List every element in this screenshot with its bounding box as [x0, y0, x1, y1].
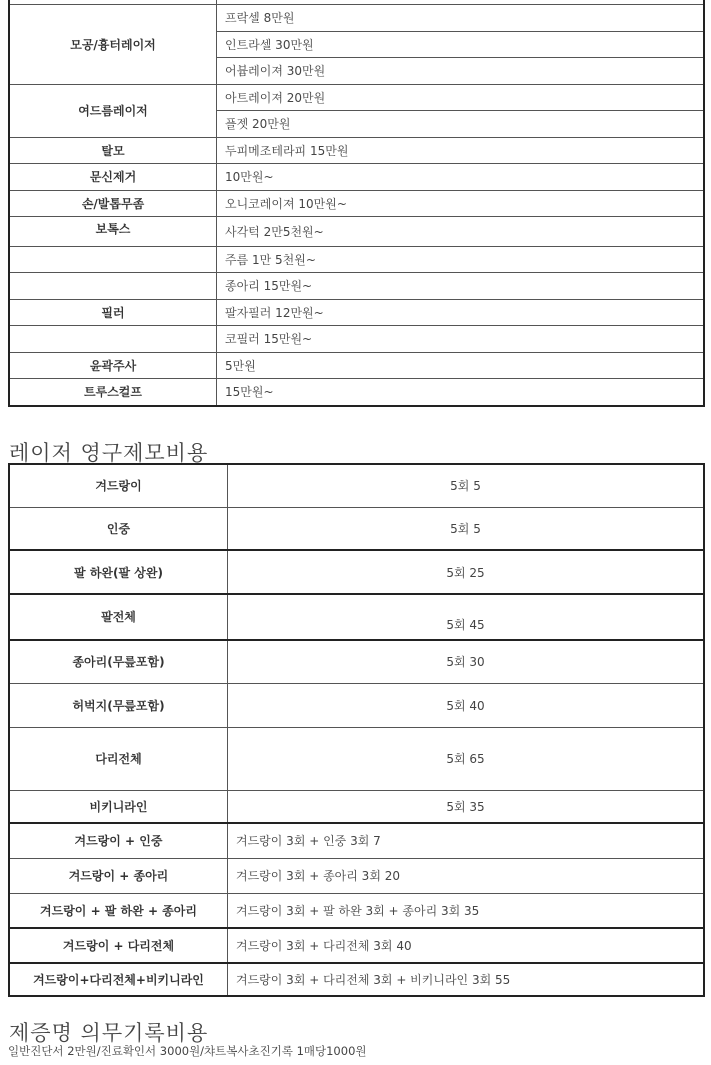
table-row — [9, 963, 704, 996]
laser-hair-removal-heading: 레이저 영구제모비용 — [9, 441, 209, 465]
row-label — [9, 326, 217, 353]
row-value: 5회 40 — [228, 683, 705, 727]
table-row — [9, 507, 704, 550]
hair-removal-price-table — [8, 463, 705, 997]
row-label: 겨드랑이 + 종아리 — [9, 858, 228, 893]
row-value: 5회 65 — [228, 727, 705, 790]
row-label: 팔전체 — [9, 594, 228, 640]
table-row — [9, 594, 704, 640]
table-row — [9, 137, 704, 164]
certificate-fee-heading: 제증명 의무기록비용 — [9, 1021, 209, 1045]
row-value: 아트레이져 20만원 — [217, 84, 705, 111]
row-label: 모공/흉터레이저 — [9, 5, 217, 85]
treatment-price-table — [8, 0, 705, 407]
row-label: 트루스컬프 — [9, 379, 217, 406]
table-row — [9, 550, 704, 594]
table-row — [9, 640, 704, 683]
row-value: 5회 25 — [228, 550, 705, 594]
row-label: 비키니라인 — [9, 790, 228, 823]
row-value: 10만원~ — [217, 164, 705, 191]
certificate-fee-note: 일반진단서 2만원/진료확인서 3000원/챠트복사초진기록 1매당1000원 — [8, 1044, 367, 1058]
table-row — [9, 273, 704, 300]
row-label: 겨드랑이 + 인중 — [9, 823, 228, 858]
row-value: 5회 5 — [228, 464, 705, 507]
row-value: 겨드랑이 3회 + 다리전체 3회 40 — [228, 928, 705, 963]
row-value: 5회 5 — [228, 507, 705, 550]
table-row — [9, 246, 704, 273]
row-label: 문신제거 — [9, 164, 217, 191]
row-label: 겨드랑이+다리전체+비키니라인 — [9, 963, 228, 996]
table-row — [9, 379, 704, 406]
row-label: 겨드랑이 + 다리전체 — [9, 928, 228, 963]
row-value: 겨드랑이 3회 + 다리전체 3회 + 비키니라인 3회 55 — [228, 963, 705, 996]
row-label: 겨드랑이 — [9, 464, 228, 507]
row-value: 어븀레이져 30만원 — [217, 58, 705, 85]
row-label: 허벅지(무릎포함) — [9, 683, 228, 727]
row-value: 두피메조테라피 15만원 — [217, 137, 705, 164]
row-value: 5회 35 — [228, 790, 705, 823]
row-value: 겨드랑이 3회 + 종아리 3회 20 — [228, 858, 705, 893]
table-row — [9, 299, 704, 326]
table-row — [9, 683, 704, 727]
table-row — [9, 790, 704, 823]
row-label: 윤곽주사 — [9, 352, 217, 379]
row-label — [9, 246, 217, 273]
row-label: 종아리(무릎포함) — [9, 640, 228, 683]
row-label: 필러 — [9, 299, 217, 326]
row-label: 여드름레이저 — [9, 84, 217, 137]
table-row — [9, 464, 704, 507]
row-value: 5회 30 — [228, 640, 705, 683]
table-row — [9, 858, 704, 893]
row-value: 팔자필러 12만원~ — [217, 299, 705, 326]
row-label: 다리전체 — [9, 727, 228, 790]
row-value: 사각턱 2만5천원~ — [217, 217, 705, 247]
row-label: 탈모 — [9, 137, 217, 164]
row-value: 코필러 15만원~ — [217, 326, 705, 353]
table-row — [9, 352, 704, 379]
row-label: 보톡스 — [9, 217, 217, 247]
table-row — [9, 727, 704, 790]
table-row — [9, 217, 704, 247]
row-value: 플젯 20만원 — [217, 111, 705, 138]
row-label: 손/발톱무좀 — [9, 190, 217, 217]
table-row — [9, 893, 704, 928]
row-value: 종아리 15만원~ — [217, 273, 705, 300]
row-label: 인중 — [9, 507, 228, 550]
row-label — [9, 273, 217, 300]
table-row — [9, 326, 704, 353]
table-row — [9, 164, 704, 191]
table-row — [9, 190, 704, 217]
row-value: 겨드랑이 3회 + 인중 3회 7 — [228, 823, 705, 858]
row-value: 오니코레이져 10만원~ — [217, 190, 705, 217]
row-value: 겨드랑이 3회 + 팔 하완 3회 + 종아리 3회 35 — [228, 893, 705, 928]
row-label: 겨드랑이 + 팔 하완 + 종아리 — [9, 893, 228, 928]
table-row — [9, 823, 704, 858]
table-row — [9, 5, 704, 32]
table-row — [9, 84, 704, 111]
row-value: 프락셀 8만원 — [217, 5, 705, 32]
row-value: 인트라셀 30만원 — [217, 31, 705, 58]
table-row — [9, 928, 704, 963]
row-label: 팔 하완(팔 상완) — [9, 550, 228, 594]
row-value: 15만원~ — [217, 379, 705, 406]
row-value: 5회 45 — [228, 594, 705, 640]
row-value: 5만원 — [217, 352, 705, 379]
row-value: 주름 1만 5천원~ — [217, 246, 705, 273]
